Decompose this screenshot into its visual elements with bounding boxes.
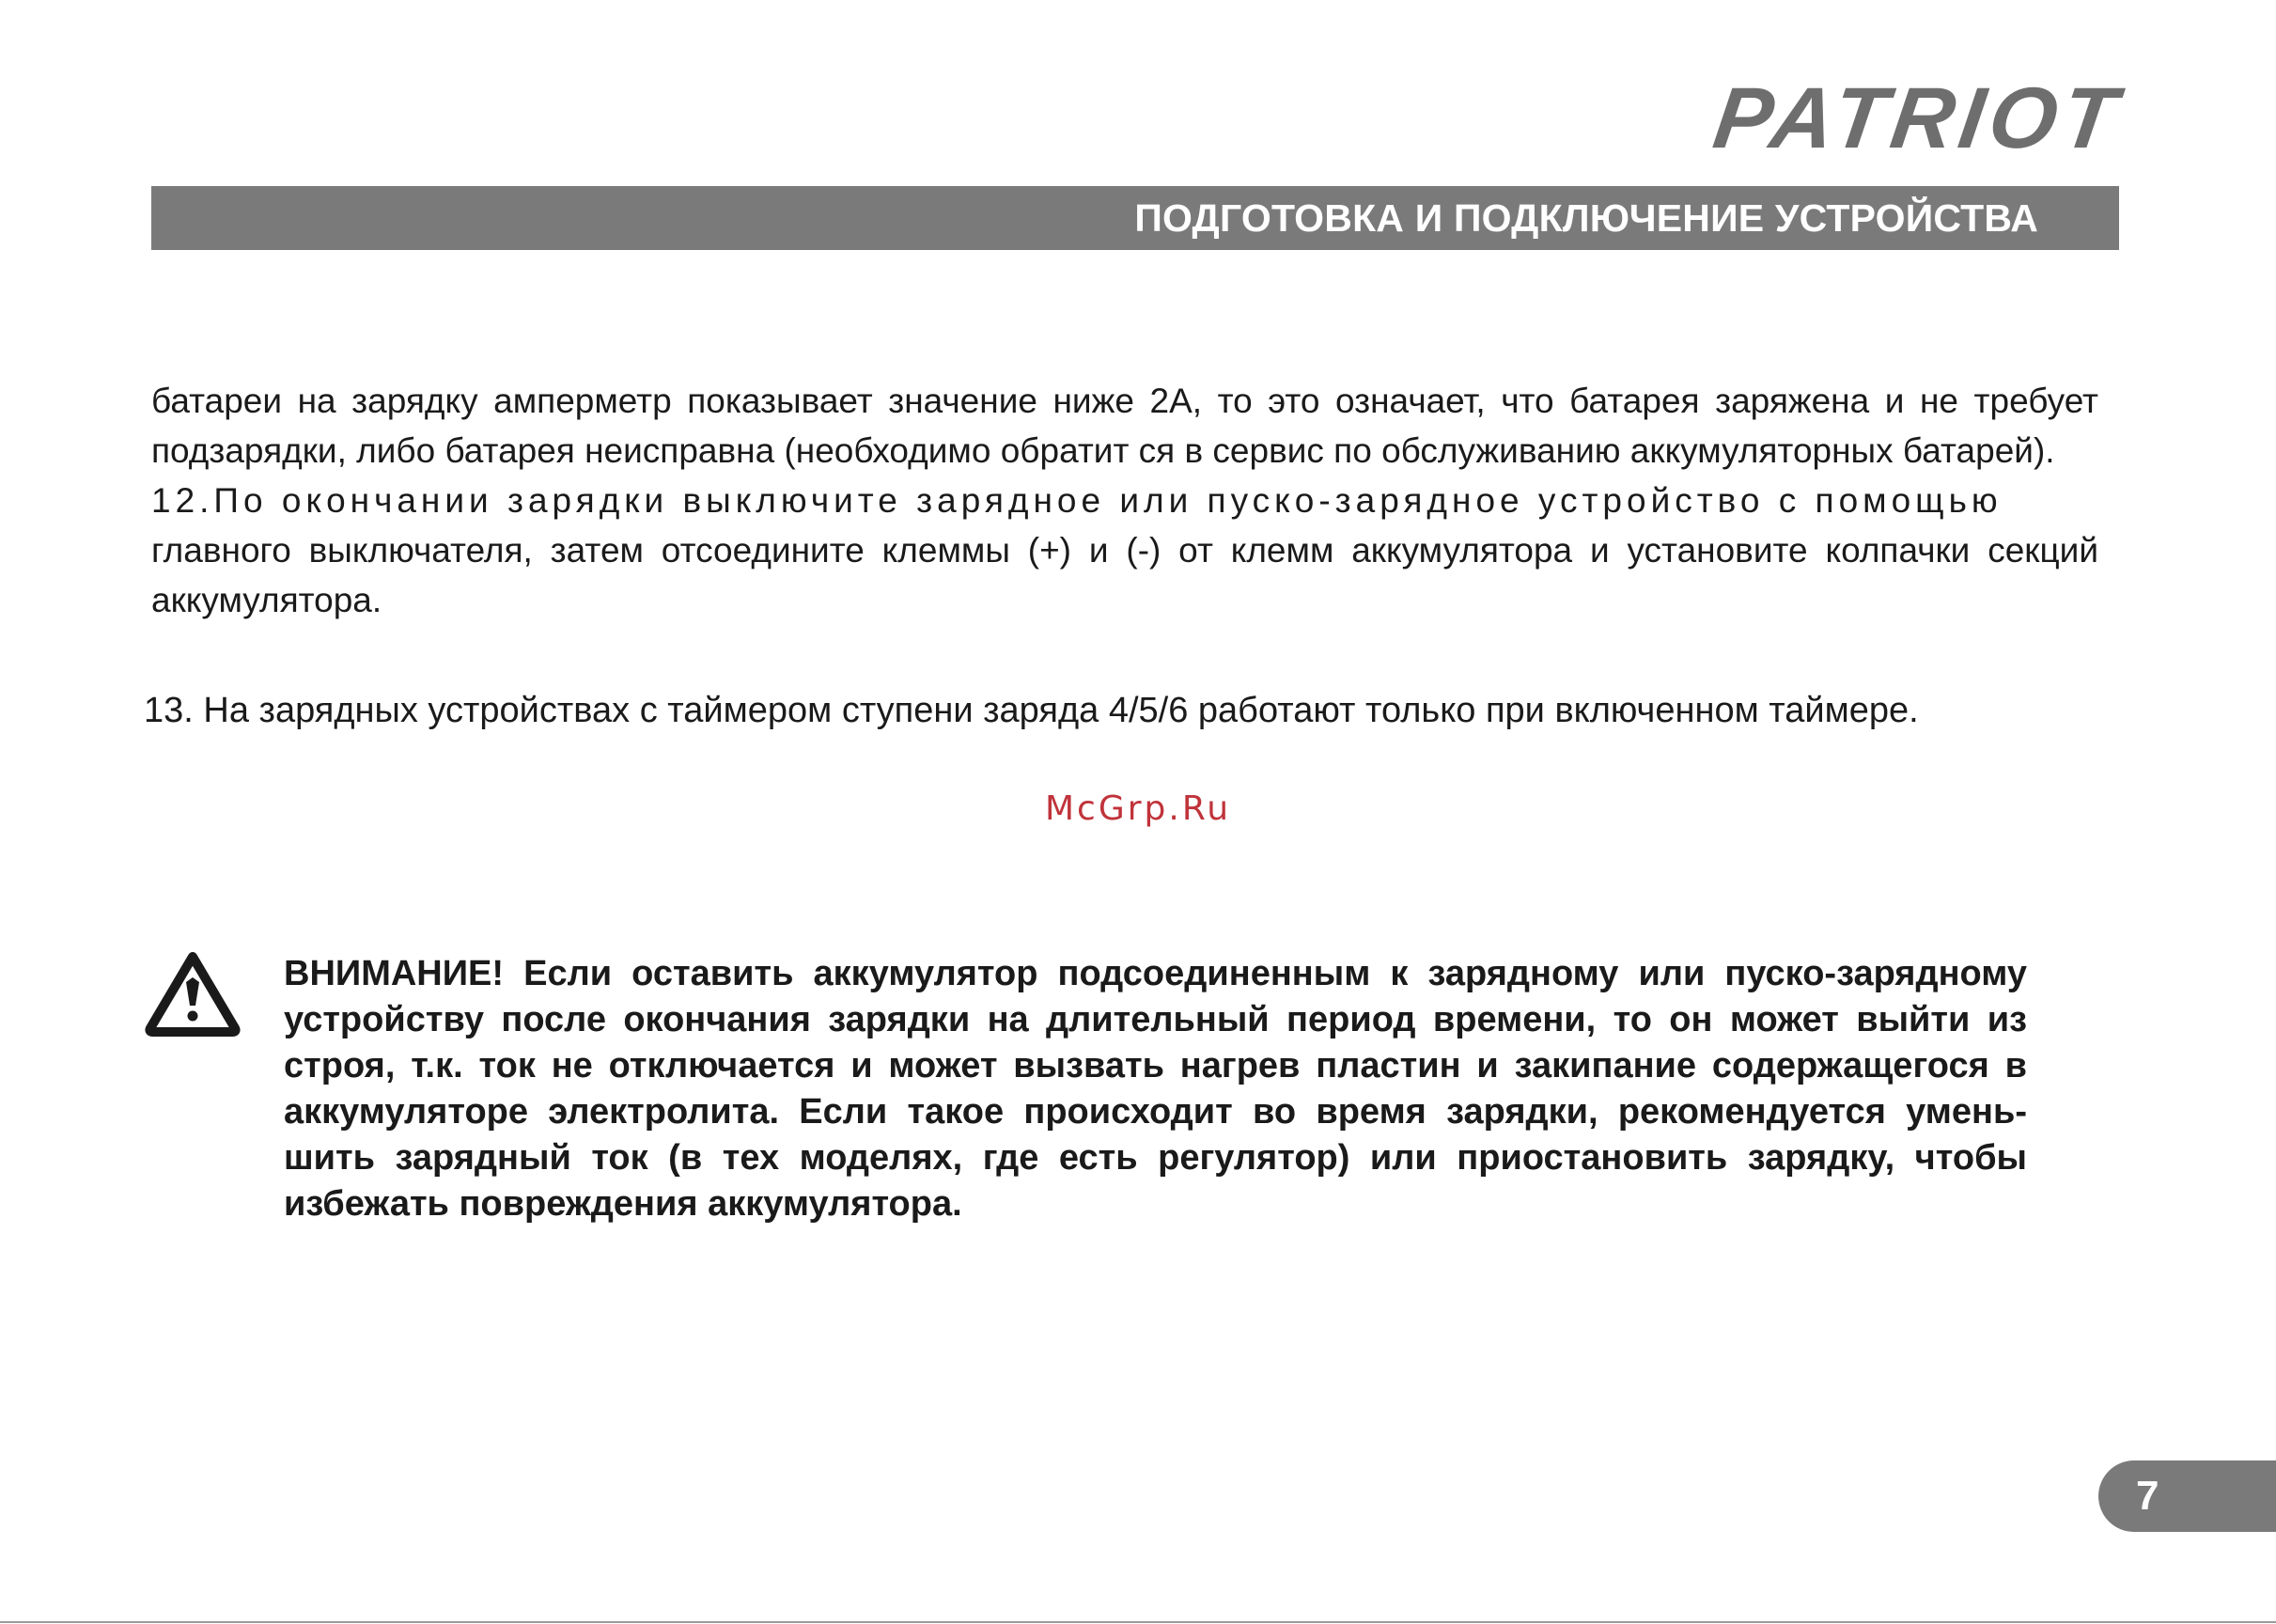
item-12-rest: главного выключателя, затем отсоедините клеммы (+) и (-) от клемм аккумулятора и установите колпачки секций аккумулятора.	[151, 531, 2098, 619]
page-number: 7	[2136, 1473, 2159, 1519]
paragraph-continuation: батареи на зарядку амперметр показывает значение ниже 2А, то это означает, что батарея заряжена и не требует подзарядки, либо батарея неисправна (необходимо обратит ся в сервис по обслуживанию аккумуляторных батарей).	[151, 382, 2098, 470]
section-title: ПОДГОТОВКА И ПОДКЛЮЧЕНИЕ УСТРОЙСТВА	[1134, 195, 2038, 240]
section-header-bar	[151, 186, 2119, 250]
item-13: 13. На зарядных устройствах с таймером ступени заряда 4/5/6 работают только при включенном таймере.	[144, 691, 1919, 730]
warning-block	[284, 951, 2027, 1227]
bottom-rule	[0, 1621, 2276, 1623]
watermark: McGrp.Ru	[1044, 789, 1232, 828]
patriot-logo: PATRIOT	[1707, 70, 2128, 166]
item-12-first-line: 12.По окончании зарядки выключите зарядное или пуско-зарядное устройство с помощью	[151, 481, 2003, 520]
warning-triangle-icon	[143, 949, 242, 1038]
page-number-tab	[2098, 1460, 2276, 1532]
warning-text: ВНИМАНИЕ! Если оставить аккумулятор подсоединенным к зарядному или пуско-зарядному устройству после окончания зарядки на длительный период времени, то он может выйти из строя, т.к. ток не отключается и может вызвать нагрев пластин и закипание содержащегося в аккумуляторе электролита. Если такое происходит во время зарядки, рекомендуется умень-шить зарядный ток (в тех моделях, где есть регулятор) или приостановить зарядку, чтобы избежать повреждения аккумулятора.	[284, 954, 2027, 1224]
instructions-body	[151, 376, 2098, 625]
